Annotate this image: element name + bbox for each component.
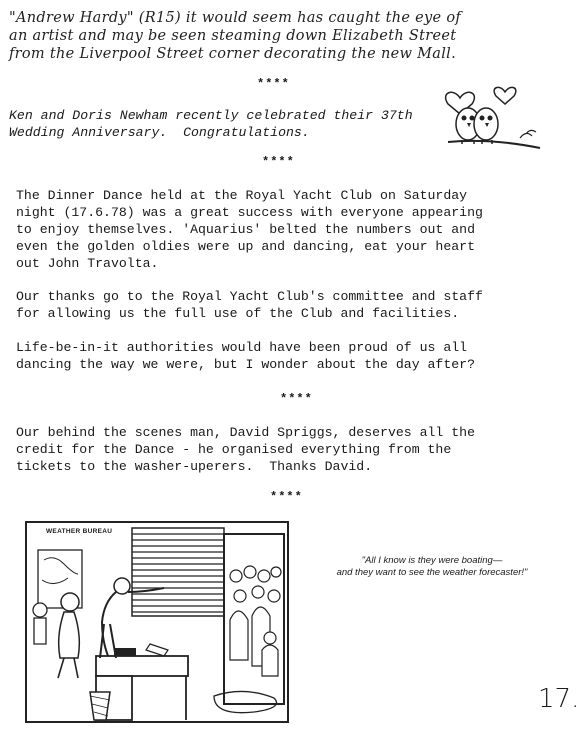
separator-4: ****: [270, 490, 303, 504]
dinner-line-5: out John Travolta.: [16, 256, 159, 271]
intro-line-1: "Andrew Hardy" (R15) it would seem has caught the eye of: [9, 10, 462, 26]
dinner-line-2: night (17.6.78) was a great success with everyone appearing: [16, 205, 483, 220]
separator-2: ****: [262, 155, 295, 169]
anniversary-line-1: Ken and Doris Newham recently celebrated their 37th: [9, 108, 413, 123]
thanks-line-1: Our thanks go to the Royal Yacht Club's committee and staff: [16, 289, 483, 304]
separator-1: ****: [257, 77, 290, 91]
cartoon-caption-line-2: and they want to see the weather forecaster!": [336, 567, 528, 578]
lovebirds-illustration: [430, 82, 550, 154]
weather-bureau-sign: WEATHER BUREAU: [46, 528, 113, 535]
separator-3: ****: [280, 392, 313, 406]
weather-bureau-cartoon: [24, 520, 292, 728]
intro-line-2: an artist and may be seen steaming down Elizabeth Street: [9, 28, 457, 44]
dinner-line-3: to enjoy themselves. 'Aquarius' belted the numbers out and: [16, 222, 475, 237]
intro-line-3: from the Liverpool Street corner decorating the new Mall.: [9, 46, 456, 62]
spriggs-line-1: Our behind the scenes man, David Spriggs, deserves all the: [16, 425, 475, 440]
anniversary-line-2: Wedding Anniversary. Congratulations.: [9, 125, 310, 140]
life-line-1: Life-be-in-it authorities would have been proud of us all: [16, 340, 468, 355]
spriggs-line-2: credit for the Dance - he organised everything from the: [16, 442, 452, 457]
life-line-2: dancing the way we were, but I wonder about the day after?: [16, 357, 475, 372]
thanks-line-2: for allowing us the full use of the Club and facilities.: [16, 306, 460, 321]
dinner-line-1: The Dinner Dance held at the Royal Yacht Club on Saturday: [16, 188, 468, 203]
cartoon-caption-line-1: "All I know is they were boating—: [361, 555, 503, 566]
spriggs-line-3: tickets to the washer-uperers. Thanks David.: [16, 459, 373, 474]
page-number: 17.: [538, 684, 579, 714]
dinner-line-4: even the golden oldies were up and dancing, eat your heart: [16, 239, 475, 254]
